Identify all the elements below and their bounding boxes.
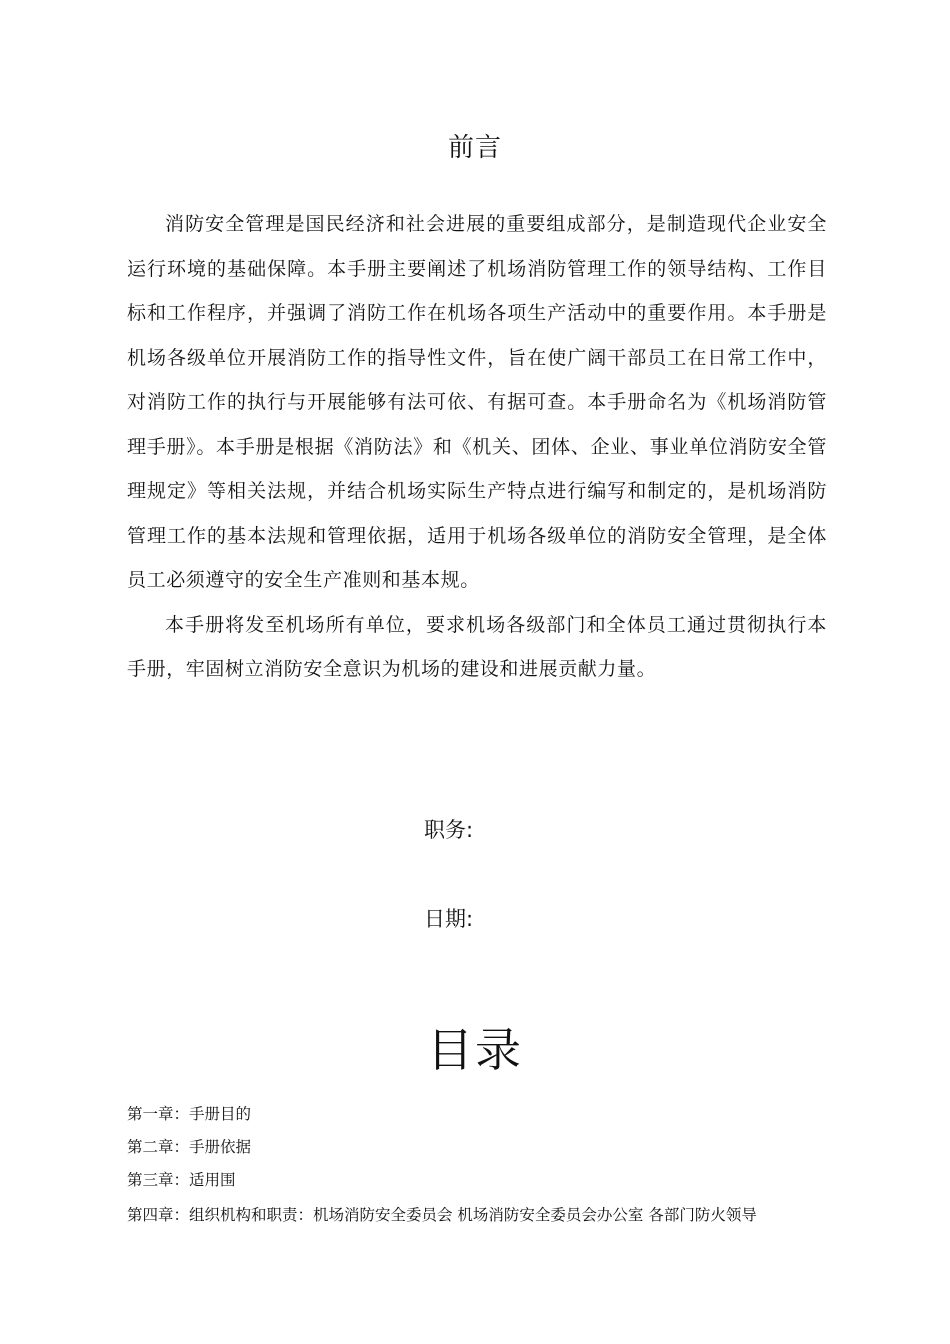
date-label: 日期: — [424, 907, 474, 931]
toc-list — [127, 1101, 847, 1235]
toc-item-chapter-4[interactable]: 第四章：组织机构和职责：机场消防安全委员会 机场消防安全委员会办公室 各部门防火领导 — [127, 1206, 757, 1224]
preface-paragraph-2: 本手册将发至机场所有单位，要求机场各级部门和全体员工通过贯彻执行本手册，牢固树立消防安全意识为机场的建设和进展贡献力量。 — [127, 613, 827, 680]
toc-item-chapter-2[interactable]: 第二章：手册依据 — [127, 1138, 252, 1156]
toc-title: 目录 — [427, 1023, 523, 1077]
toc-item-chapter-3[interactable]: 第三章：适用围 — [127, 1171, 236, 1189]
preface-body — [127, 202, 827, 692]
toc-item-chapter-1[interactable]: 第一章：手册目的 — [127, 1105, 252, 1123]
preface-title: 前言 — [447, 133, 502, 163]
duty-label: 职务: — [424, 818, 474, 842]
preface-paragraph-1: 消防安全管理是国民经济和社会进展的重要组成部分，是制造现代企业安全运行环境的基础保障。本手册主要阐述了机场消防管理工作的领导结构、工作目标和工作程序，并强调了消防工作在机场各项生产活动中的重要作用。本手册是机场各级单位开展消防工作的指导性文件，旨在使广阔干部员工在日常工作中，对消防工作的执行与开展能够有法可依、有据可查。本手册命名为《机场消防管理手册》。本手册是根据《消防法》和《机关、团体、企业、事业单位消防安全管理规定》等相关法规，并结合机场实际生产特点进行编写和制定的，是机场消防管理工作的基本法规和管理依据，适用于机场各级单位的消防安全管理，是全体员工必须遵守的安全生产准则和基本规。 — [127, 213, 827, 591]
